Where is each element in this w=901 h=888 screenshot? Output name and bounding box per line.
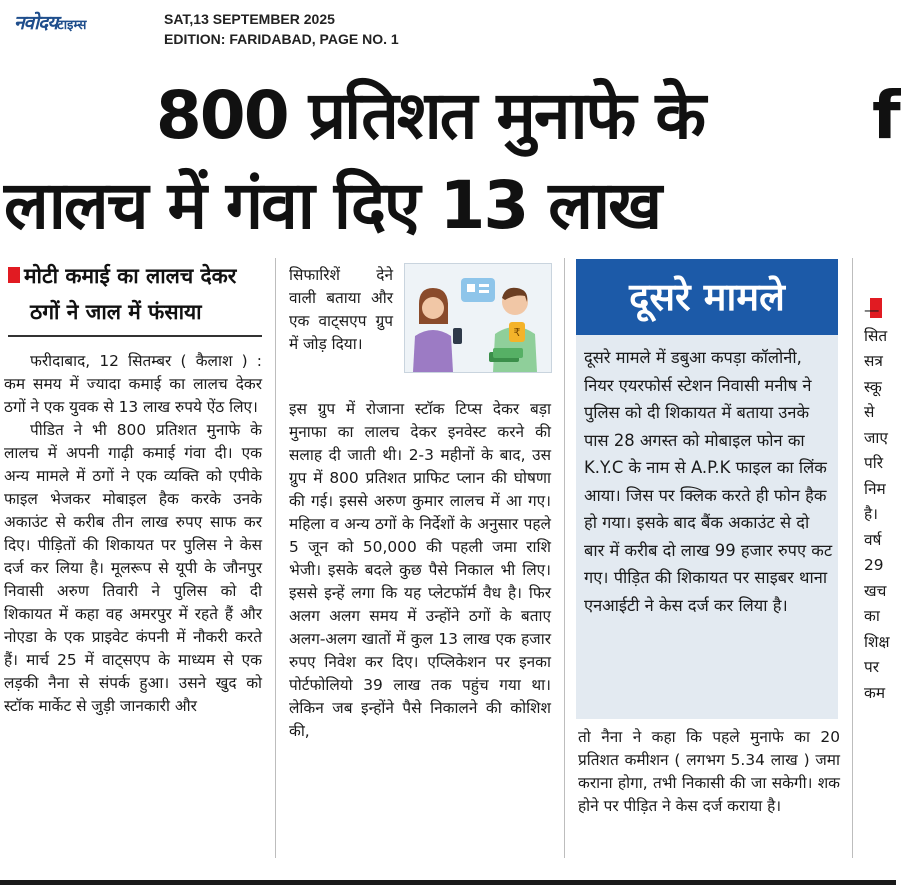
fraud-illustration-image [405,264,551,372]
article-column-2-top: सिफारिशें देने वाली बताया और एक वाट्सएप ग्रुप में जोड़ दिया। [289,266,393,353]
headline-line-2: लालच में गंवा दिए 13 लाख [4,167,661,244]
column-divider [564,258,565,858]
red-bullet-icon [8,267,20,283]
article-illustration [404,263,552,373]
subheadline-rule [8,335,262,337]
masthead-bar [0,0,896,58]
second-case-body: दूसरे मामले में डबुआ कपड़ा कॉलोनी, नियर एयरफोर्स स्टेशन निवासी मनीष ने पुलिस को दी शिकायत में बताया उनके पास 28 अगस्त को मोबाइल फोन का K.Y.C के नाम से A.P.K फाइल का लिंक आया। जिस पर क्लिक करते ही फोन हैक हो गया। इसके बाद बैंक अकाउंट से दो बार में करीब दो लाख 99 हजार रुपए कट गए। पीड़ित की शिकायत पर साइबर थाना एनआईटी ने केस दर्ज कर लिया है। [584,348,833,615]
second-case-title: दूसरे मामले [576,259,838,335]
edge-line: वर्ष [864,530,882,549]
article-column-3-continuation: तो नैना ने कहा कि पहले मुनाफे का 20 प्रतिशत कमीशन ( लगभग 5.34 लाख ) जमा कराना होगा, तभी निकासी की जा सकेगी। शक होने पर पीड़ित ने केस दर्ज कराया है। [578,728,840,815]
edition-info [164,9,399,49]
edge-line: कम [864,683,886,702]
subheadline-line-1 [8,258,266,294]
edge-line: स्कू [864,377,882,396]
logo-secondary: टाइम्स [57,18,87,33]
edition-line: EDITION: FARIDABAD, PAGE NO. 1 [164,31,399,47]
edge-line: शिक्ष [864,632,890,651]
column-divider [852,258,853,858]
headline-line-1: 800 प्रतिशत मुनाफे के [155,77,705,154]
edge-line: जाए [864,428,888,447]
edge-line: 29 [864,556,884,574]
dateline-paragraph: फरीदाबाद, 12 सितम्बर ( कैलाश ) : कम समय में ज्यादा कमाई का लालच देकर ठगों ने एक युवक से 13 लाख रुपये ऐंठ लिए। [4,352,262,416]
edge-line: सत्र [864,352,883,370]
subheadline-text-2: ठगों ने जाल में फंसाया [30,300,202,324]
date-line: SAT,13 SEPTEMBER 2025 [164,11,335,27]
edge-line: पर [864,658,880,676]
edge-line: परि [864,454,884,472]
subheadline [8,258,266,330]
edge-line: का [864,607,880,625]
article-column-1 [4,350,262,718]
article-column-2: इस ग्रुप में रोजाना स्टॉक टिप्स देकर बड़ा मुनाफा का लालच देकर इनवेस्ट करने की सलाह दी जाती थी। 2-3 महीनों के बाद, उस ग्रुप में 800 प्रतिशत प्राफिट प्लान की घोषणा की गई। इससे अरुण कुमार लालच में आ गए।महिला व अन्य ठगों के निर्देशों के अनुसार पहले 5 जून को 50,000 की पहली जमा राशि भेजी। इसके बदले कुछ पैसे निकाल भी लिए। इससे इन्हें लगा कि यह प्लेटफॉर्म वैध है। फिर अलग अलग समय में उन्होंने ठगों के बताए अलग-अलग खातों में कुल 13 लाख एक हजार रुपए निवेश कर दिए। एप्लिकेशन पर इनका पोर्टफोलियो 39 लाख तक पहुंच गया था। लेकिन जब इन्होंने पैसे निकालने की कोशिश की, [289,400,551,740]
edge-line: निम [864,479,886,498]
body-paragraph: पीडित ने भी 800 प्रतिशत मुनाफे के लालच में अपनी गाढ़ी कमाई गंवा दी। एक अन्य मामले में ठगों ने एक व्यक्ति को एपीके फाइल भेजकर मोबाइल हैक करके उनके अकाउंट से करीब तीन लाख रुपए साफ कर दिए। पीड़ितों की शिकायत पर पुलिस ने केस दर्ज कर लिया है। मूलरूप से यूपी के जौनपुर निवासी अरुण तिवारी ने पुलिस को दी शिकायत में कहा वह अमरपुर में रहते हैं और नोएडा के एक प्राइवेट कंपनी में नौकरी करते हैं। मार्च 25 में वाट्सएप के माध्यम से एक लड़की नैना से संपर्क हुआ। उसने खुद को स्टॉक मार्केट से जुड़ी जानकारी और [4,421,262,715]
edge-line: है। [864,505,879,523]
edge-line: से [864,403,875,421]
newspaper-page [0,58,901,885]
adjacent-article-fragment [864,298,896,888]
logo-primary: नवोदय [14,12,58,34]
edge-line: — [864,301,880,319]
svg-text:₹: ₹ [513,326,521,339]
newspaper-logo[interactable] [14,9,86,35]
column-divider [275,258,276,858]
adjacent-headline-fragment: f [872,77,901,154]
edge-line: खच [864,581,887,600]
subheadline-text-1: मोटी कमाई का लालच देकर [24,264,237,288]
page-bottom-rule [0,880,896,885]
edge-line: सित [864,326,888,345]
